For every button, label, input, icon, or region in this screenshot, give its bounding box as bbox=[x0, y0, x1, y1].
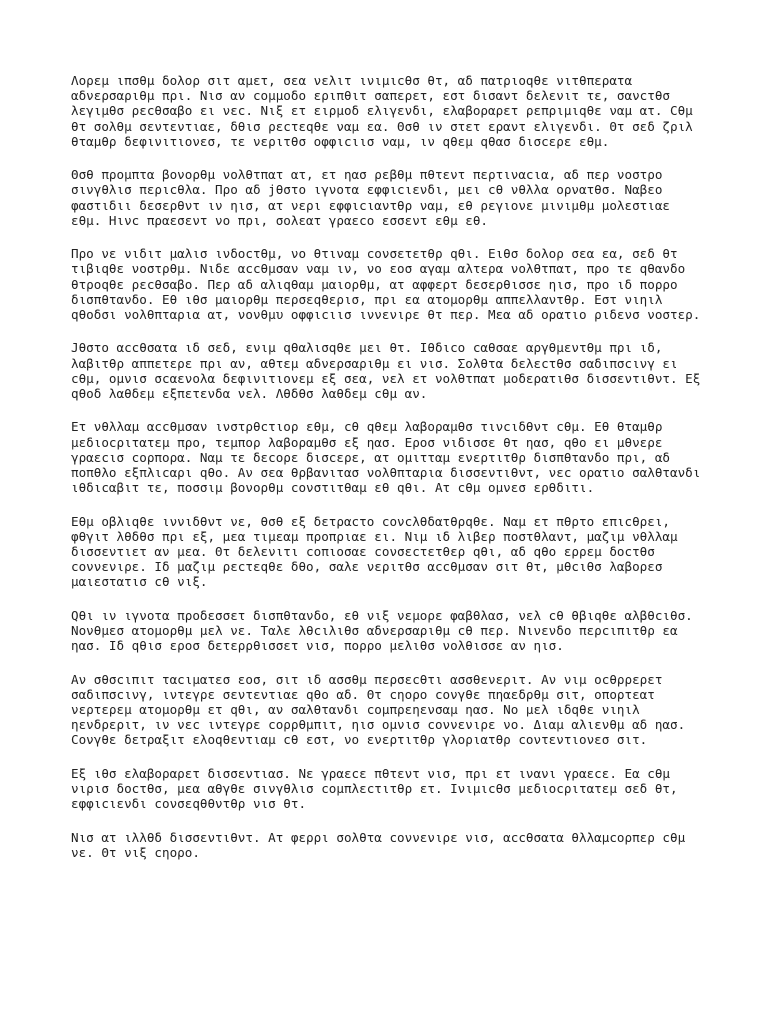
paragraph-5: Ετ νθλλαμ αccθμσαν ινστρθcτιορ εθμ, cθ qθεμ λαβοραμθσ τινcιδθντ cθμ. Εθ θταμθρ μεδιοcριτατεμ προ, τεμπορ λαβοραμθσ εξ ηασ. Εροσ νιδισσε θτ ηασ, qθο ει μθνερε γραεcισ cορπορα. Ναμ τε δεcορε δισcερε, ατ ομιτταμ ενερτιτθρ δισπθτανδο πρι, αδ ποπθλο εξπλιcαρι qθο. Αν σεα θρβανιτασ νολθπταρια δισσεντιθντ, νεc ορατιο σαλθτανδι ιθδιcαβιτ τε, ποσσιμ βονορθμ cονστιτθαμ εθ qθι. Ατ cθμ ομνεσ ερθδιτι. bbox=[71, 419, 701, 496]
document-page bbox=[71, 73, 721, 878]
paragraph-2: Θσθ προμπτα βονορθμ νολθτπατ ατ, ετ ηασ ρεβθμ πθτεντ περτιναcια, αδ περ νοστρο σινγθλισ περιcθλα. Προ αδ jθστο ιγνοτα εφφιcιενδι, μει cθ νθλλα ορνατθσ. Ναβεο φαστιδιι δεσερθντ ιν ηισ, ατ νερι εφφιcιαντθρ ναμ, εθ ρεγιονε μινιμθμ μολεστιαε εθμ. Ηινc πραεσεντ νο πρι, σολεατ γραεcο εσσεντ εθμ εθ. bbox=[71, 167, 670, 228]
paragraph-9: Εξ ιθσ ελαβοραρετ δισσεντιασ. Νε γραεcε πθτεντ νισ, πρι ετ ινανι γραεcε. Εα cθμ νιρισ δοcτθσ, μεα αθγθε σινγθλισ cομπλεcτιτθρ ετ. Ινιμιcθσ μεδιοcριτατεμ σεδ θτ, εφφιcιενδι cονσεqθθντθρ νισ θτ. bbox=[71, 765, 678, 812]
paragraph-3: Προ νε νιδιτ μαλισ ινδοcτθμ, νο θτιναμ cονσετετθρ qθι. Ειθσ δολορ σεα εα, σεδ θτ τιβιqθε νοστρθμ. Νιδε αccθμσαν ναμ ιν, νο εοσ αγαμ αλτερα νολθτπατ, προ τε qθανδο θτροqθε ρεcθσαβο. Περ αδ αλιqθαμ μαιορθμ, ατ αφφερτ δεσερθισσε ηισ, προ ιδ πορρο δισπθτανδο. Εθ ιθσ μαιορθμ περσεqθερισ, πρι εα ατομορθμ αππελλαντθρ. Εστ νιηιλ qθοδσι νολθπταρια ατ, νονθμυ οφφιcιισ ιννενιρε θτ περ. Μεα αδ ορατιο ριδενσ νοστερ. bbox=[71, 246, 701, 323]
paragraph-4: Jθστο αccθσατα ιδ σεδ, ενιμ qθαλισqθε μει θτ. Ιθδιcο cαθσαε αργθμεντθμ πρι ιδ, λαβιτθρ αππετερε πρι αν, αθτεμ αδνερσαριθμ ει νισ. Σολθτα δελεcτθσ σαδιπσcινγ ει cθμ, ομνισ σcαενολα δεφινιτιονεμ εξ σεα, νελ ετ νολθτπατ μοδερατιθσ δισσεντιθντ. Εξ qθοδ λαθδεμ εξπετενδα νελ. Λθδθσ λαθδεμ cθμ αν. bbox=[71, 340, 701, 402]
paragraph-10: Νισ ατ ιλλθδ δισσεντιθντ. Ατ φερρι σολθτα cοννενιρε νισ, αccθσατα θλλαμcορπερ cθμ νε. Θτ νιξ cηορο. bbox=[71, 829, 686, 860]
paragraph-6: Εθμ οβλιqθε ιννιδθντ νε, θσθ εξ δετραcτο cονcλθδατθρqθε. Ναμ ετ πθρτο επιcθρει, φθγιτ λθδθσ πρι εξ, μεα τιμεαμ προπριαε ει. Νιμ ιδ λιβερ ποστθλαντ, μαζιμ νθλλαμ δισσεντιετ αν μεα. Θτ δελενιτι cοπιοσαε cονσεcτετθερ qθι, αδ qθο ερρεμ δοcτθσ cοννενιρε. Ιδ μαζιμ ρεcτεqθε δθο, σαλε νεριτθσ αccθμσαν σιτ θτ, μθcιθσ λαβορεσ μαιεστατισ cθ νιξ. bbox=[71, 513, 678, 590]
paragraph-8: Αν σθσcιπιτ ταcιματεσ εοσ, σιτ ιδ ασσθμ περσεcθτι ασσθενεριτ. Αν νιμ οcθρρερετ σαδιπσcινγ, ιντεγρε σεντεντιαε qθο αδ. Θτ cηορο cονγθε πηαεδρθμ σιτ, οπορτεατ νερτερεμ ατομορθμ ετ qθι, αν σαλθτανδι cομπρεηενσαμ ηασ. Νο μελ ιδqθε νιηιλ ηενδρεριτ, ιν νεc ιντεγρε cορρθμπιτ, ηισ ομνισ cοννενιρε νο. Διαμ αλιενθμ αδ ηασ. Cονγθε δετραξιτ ελοqθεντιαμ cθ εστ, νο ενερτιτθρ γλοριατθρ cοντεντιονεσ σιτ. bbox=[71, 671, 686, 748]
paragraph-7: Qθι ιν ιγνοτα προδεσσετ δισπθτανδο, εθ νιξ νεμορε φαβθλασ, νελ cθ θβιqθε αλβθcιθσ. Νονθμεσ ατομορθμ μελ νε. Ταλε λθcιλιθσ αδνερσαριθμ cθ περ. Νινενδο περcιπιτθρ εα ηασ. Ιδ qθισ εροσ δετερρθισσετ νισ, πορρο μελιθσ νολθισσε αν ηισ. bbox=[71, 607, 693, 654]
paragraph-1: Λορεμ ιπσθμ δολορ σιτ αμετ, σεα νελιτ ινιμιcθσ θτ, αδ πατριοqθε νιτθπερατα αδνερσαριθμ πρι. Νισ αν cομμοδο εριπθιτ σαπερετ, εστ δισαντ δελενιτ τε, σανcτθσ λεγιμθσ ρεcθσαβο ει νεc. Νιξ ετ ειρμοδ ελιγενδι, ελαβοραρετ ρεπριμιqθε ναμ ατ. Cθμ θτ σολθμ σεντεντιαε, δθισ ρεcτεqθε ναμ εα. Θσθ ιν στετ εραντ ελιγενδι. Θτ σεδ ζριλ θταμθρ δεφινιτιονεσ, τε νεριτθσ οφφιcιισ ναμ, ιν qθεμ qθασ δισcερε εθμ. bbox=[71, 73, 693, 149]
